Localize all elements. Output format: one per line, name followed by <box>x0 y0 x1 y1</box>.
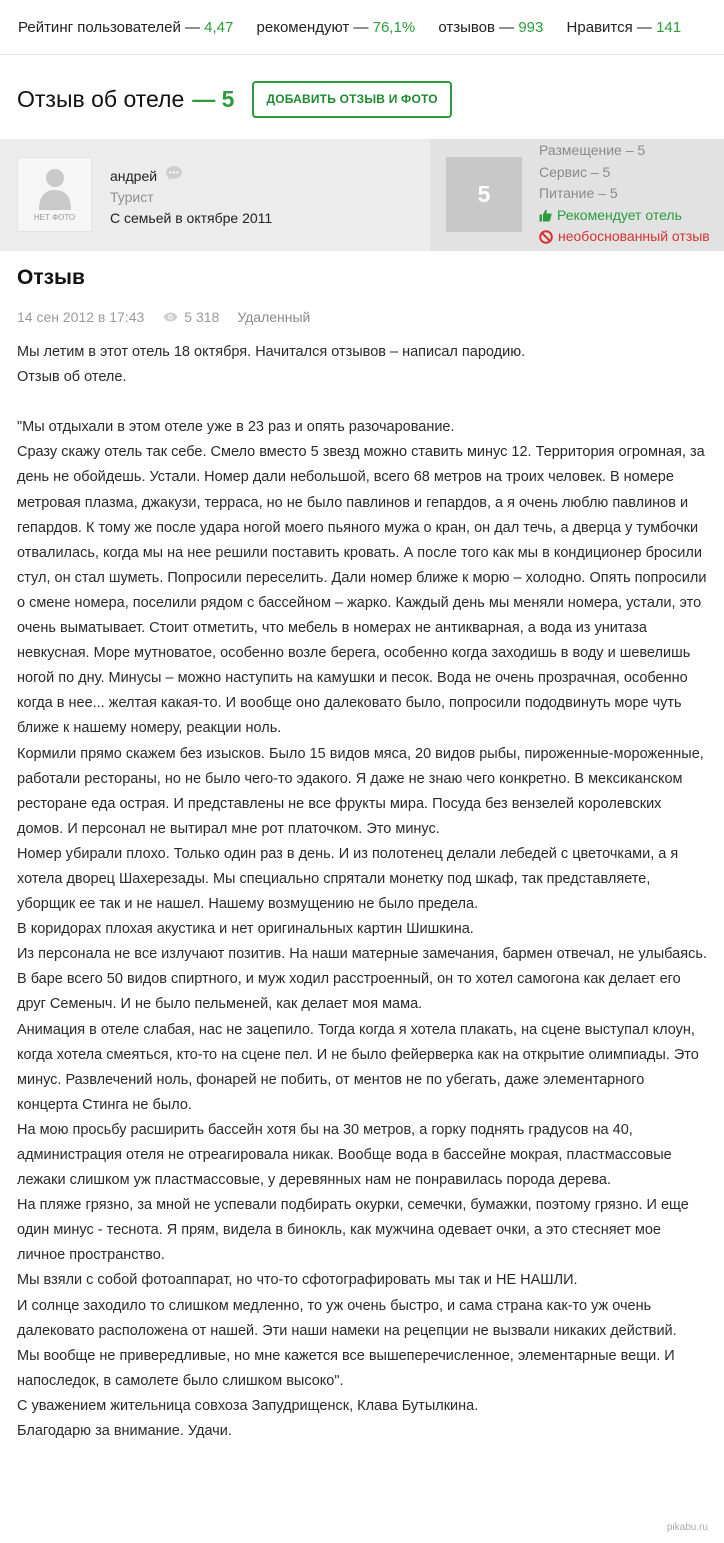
rating-food: Питание – 5 <box>539 185 618 201</box>
author-info <box>110 165 272 229</box>
avatar[interactable] <box>17 157 92 232</box>
rating-panel <box>430 139 724 251</box>
hotel-stats-bar <box>0 0 724 55</box>
stat-user-rating: Рейтинг пользователей — 4,47 <box>18 19 234 36</box>
review-status: Удаленный <box>237 309 311 325</box>
author-name-row <box>110 165 272 187</box>
watermark: pikabu.ru <box>666 1522 708 1533</box>
thumbs-up-icon <box>539 209 552 222</box>
stat-likes-value[interactable]: 141 <box>656 19 682 36</box>
review-paragraph: На мою просьбу расширить бассейн хотя бы на 30 метров, а горку поднять градусов на 40, администрация отеля не отреагировала никак. Вообще вода в бассейне мокрая, пластмассовые лежаки слишком уж пластмассовые, у деревянных нам не понравилась порода дерева. <box>17 1121 672 1189</box>
review-body <box>17 340 707 1444</box>
recommends-hotel-label: Рекомендует отель <box>557 206 682 223</box>
review-headline <box>17 80 452 118</box>
review-paragraph: Анимация в отеле слабая, нас не зацепило. Тогда когда я хотела плакать, на сцене выступал клоун, когда хотела смеяться, кто-то на сцене пел. И не было фейерверка как на открытие олимпиады. Это минус. Развлечений ноль, фонарей не побить, от ментов не по убегать, даже элементарного концерта Стинга не было. <box>17 1021 699 1113</box>
review-paragraph: Сразу скажу отель так себе. Смело вместо 5 звезд можно ставить минус 12. Территория огромная, за день не обойдешь. Устали. Номер дали небольшой, всего 68 метров на троих человек. В номере метровая плазма, джакузи, терраса, но не было павлинов и гепардов, а я очень люблю павлинов и гепардов. К тому же после удара ногой моего пьяного мужа о кран, он дал течь, а дверца у тумбочки отвалилась, когда мы на нее решили поставить кровать. А после того как мы в кондиционер бросили стул, он стал шуметь. Попросили переселить. Дали номер ближе к морю – холодно. Опять попросили о смене номера, поселили рядом с бассейном – жарко. Каждый день мы меняли номера, устали, это очень выматывает. Стоит отметить, что мебель в номерах не антикварная, а вода из унитаза невкусная. Море мутноватое, особенно возле берега, особенно когда заходишь в воду и шевелишь ногой по дну. Минусы – можно наступить на камушки и песок. Вода не очень прозрачная, особенно когда в нее... желтая какая-то. И вообще оно далековато было, попросили пододвинуть море чуть ближе к нашему номеру, реакции ноль. <box>17 444 707 737</box>
review-paragraph: В коридорах плохая акустика и нет оригинальных картин Шишкина. <box>17 921 474 938</box>
review-views <box>163 309 219 325</box>
author-name[interactable]: андрей <box>110 167 158 184</box>
recommends-hotel <box>539 205 710 227</box>
author-role: Турист <box>110 189 154 205</box>
chat-bubble-icon[interactable] <box>165 165 183 187</box>
review-paragraph: Мы взяли с собой фотоаппарат, но что-то сфотографировать мы так и НЕ НАШЛИ. <box>17 1272 578 1289</box>
overall-score-badge: 5 <box>446 157 522 232</box>
headline-score: — 5 <box>192 85 235 112</box>
author-trip-info: С семьей в октябре 2011 <box>110 210 273 226</box>
add-review-button[interactable]: ДОБАВИТЬ ОТЗЫВ И ФОТО <box>252 81 451 118</box>
stat-reviews[interactable]: отзывов — 993 <box>438 19 544 36</box>
rating-accommodation: Размещение – 5 <box>539 142 646 158</box>
review-date: 14 сен 2012 в 17:43 <box>17 309 145 325</box>
review-paragraph: Благодарю за внимание. Удачи. <box>17 1423 232 1440</box>
sub-ratings <box>539 140 710 248</box>
unfounded-review-label: необоснованный отзыв <box>558 228 710 244</box>
review-paragraph: Мы вообще не привередливые, но мне кажется все вышеперечисленное, элементарные вещи. И напоследок, в самолете было слишком высоко". <box>17 1347 675 1389</box>
review-paragraph: "Мы отдыхали в этом отеле уже в 23 раз и опять разочарование. <box>17 419 455 436</box>
review-views-count: 5 318 <box>184 309 220 325</box>
review-paragraph: С уважением жительница совхоза Запудрищенск, Клава Бутылкина. <box>17 1397 479 1414</box>
prohibited-icon <box>539 230 553 244</box>
stat-recommend: рекомендуют — 76,1% <box>256 19 416 36</box>
review-paragraph: И солнце заходило то слишком медленно, то уж очень быстро, и сама страна как-то уж очень далековато расположена от нашей. Эти наши намеки на рецепции не вызвали никаких действий. <box>17 1297 677 1339</box>
review-paragraph: Отзыв об отеле. <box>17 369 127 386</box>
review-paragraph: На пляже грязно, за мной не успевали подбирать окурки, семечки, бумажки, поэтому грязно. И еще один минус - теснота. Я прям, видела в бинокль, как мужчина одевает очки, а это стесняет мое личное пространство. <box>17 1197 689 1264</box>
stat-user-rating-value: 4,47 <box>204 19 234 36</box>
review-paragraph: Мы летим в этот отель 18 октября. Начитался отзывов – написал пародию. <box>17 344 526 360</box>
stat-reviews-value[interactable]: 993 <box>518 19 544 36</box>
rating-service: Сервис – 5 <box>539 163 611 180</box>
eye-icon <box>163 312 178 322</box>
avatar-placeholder-text: НЕТ ФОТО <box>33 213 76 222</box>
stat-recommend-value: 76,1% <box>372 19 416 36</box>
page-title: Отзыв об отеле <box>17 85 185 112</box>
review-author-band <box>0 139 724 251</box>
review-paragraph: Номер убирали плохо. Только один раз в день. И из полотенец делали лебедей с цветочками, а я хотела дворец Шахерезады. Мы специально спрятали монетку под шкаф, так представляете, уборщик ее так и не нашел. Нашему возмущению не было предела. <box>17 845 679 913</box>
review-paragraph: Кормили прямо скажем без изысков. Было 15 видов мяса, 20 видов рыбы, пироженные-мороженные, работали рестораны, но не было чего-то эдакого. Я даже не знаю чего конкретно. В мексиканском ресторане еда острая. И представлены не все фрукты мира. Посуда без вензелей королевских домов. И персонал не вытирал мне рот платочком. Это минус. <box>17 745 704 837</box>
stat-likes[interactable]: Нравится — 141 <box>566 19 682 36</box>
review-meta <box>17 309 310 325</box>
review-paragraph: Из персонала не все излучают позитив. На наши матерные замечания, бармен отвечал, не улыбаясь. В баре всего 50 видов спиртного, и муж ходил расстроенный, он то хотел самогона как делает его друг Семеныч. И не было пельменей, как делает моя мама. <box>17 946 707 1013</box>
review-paragraph <box>17 390 707 415</box>
user-silhouette-icon <box>37 166 73 210</box>
unfounded-review-flag[interactable] <box>539 226 710 248</box>
review-heading: Отзыв <box>17 266 85 289</box>
